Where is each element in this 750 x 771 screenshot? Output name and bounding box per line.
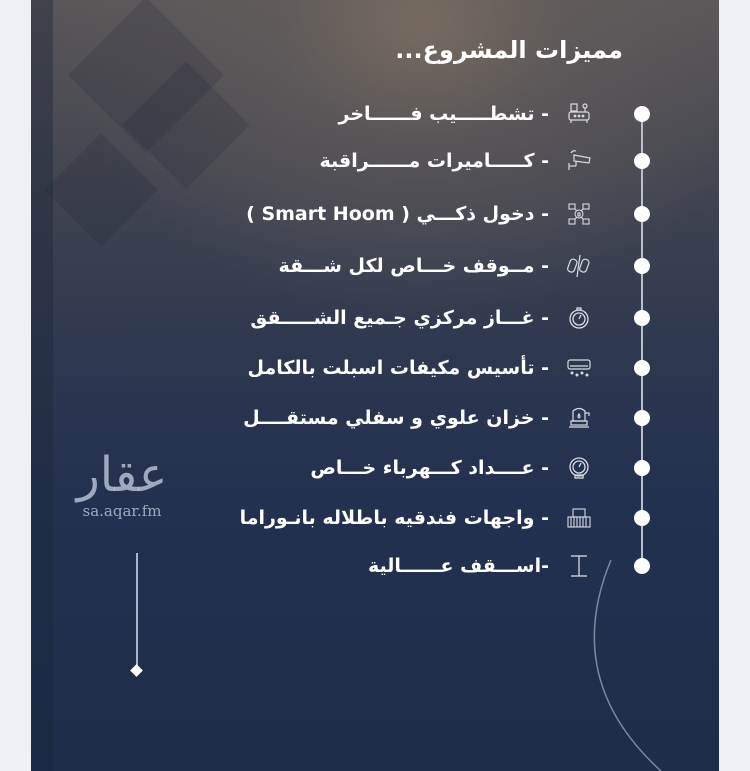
watermark-url: sa.aqar.fm: [82, 502, 162, 520]
page-title: مميزات المشروع...: [395, 36, 623, 64]
decorative-diamond: [130, 664, 143, 677]
water-tank-icon: [566, 405, 592, 431]
split-ac-icon: [566, 355, 592, 381]
project-features-poster: [31, 0, 719, 771]
furniture-icon: [566, 101, 592, 127]
timeline-dot: [634, 410, 650, 426]
feature-label: - كـــــاميرات مــــــراقبة: [319, 150, 549, 172]
feature-label: -اســـقف عــــــالية: [368, 555, 549, 577]
smart-access-icon: [566, 201, 592, 227]
feature-label: - مــوقف خـــاص لكل شـــقة: [278, 255, 549, 277]
watermark-logo: عقار: [76, 447, 168, 503]
aqar-watermark: [57, 447, 187, 520]
decorative-vertical-line: [136, 553, 138, 668]
feature-item: [31, 99, 719, 129]
feature-item: [31, 303, 719, 333]
gas-meter-icon: [566, 305, 592, 331]
parking-cars-icon: [566, 253, 592, 279]
feature-label: - دخول ذكـــي ( Smart Hoom ): [246, 203, 549, 225]
electric-meter-icon: [566, 455, 592, 481]
timeline-dot: [634, 310, 650, 326]
timeline-line: [641, 114, 643, 566]
feature-item: [31, 146, 719, 176]
timeline-dot: [634, 258, 650, 274]
feature-label: - تأسيس مكيفات اسبلت بالكامل: [247, 357, 549, 379]
timeline-dot: [634, 360, 650, 376]
facade-icon: [566, 505, 592, 531]
feature-label: - خزان علوي و سفلي مستقــــل: [243, 407, 549, 429]
feature-label: - تشطـــــيب فــــــاخر: [338, 103, 549, 125]
feature-item: [31, 251, 719, 281]
feature-label: - عــــداد كـــهرباء خـــاص: [310, 457, 549, 479]
timeline-dot: [634, 206, 650, 222]
feature-label: - غـــاز مركزي جـميع الشـــــقق: [250, 307, 549, 329]
timeline-dot: [634, 153, 650, 169]
feature-label: - واجهات فندقيه باطلاله بانـوراما: [239, 507, 549, 529]
security-camera-icon: [566, 148, 592, 174]
timeline-dot: [634, 106, 650, 122]
decorative-curve: [551, 560, 691, 771]
timeline-dot: [634, 460, 650, 476]
feature-item: [31, 199, 719, 229]
feature-item: [31, 403, 719, 433]
timeline-dot: [634, 510, 650, 526]
feature-item: [31, 353, 719, 383]
